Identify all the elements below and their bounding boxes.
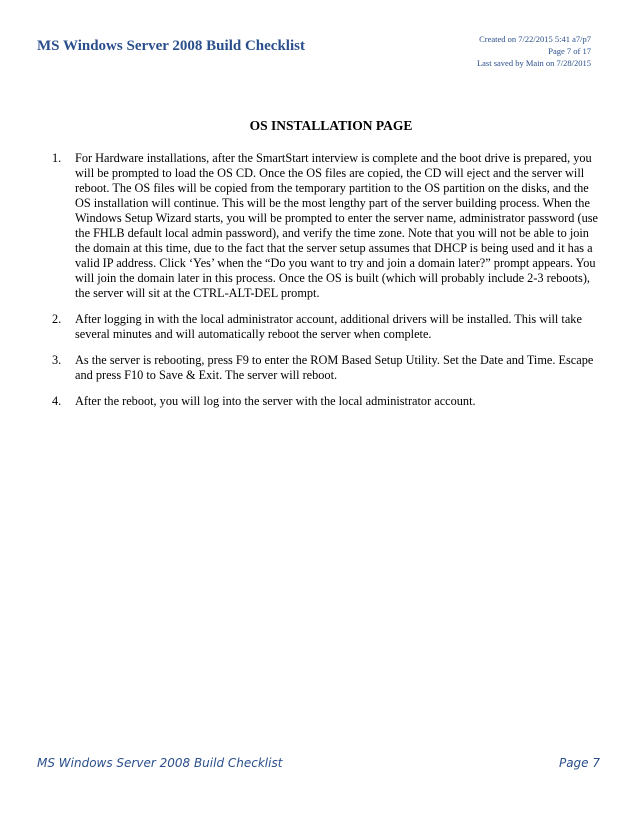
document-header-title: MS Windows Server 2008 Build Checklist	[37, 38, 305, 54]
instruction-number: 4.	[52, 394, 62, 408]
instruction-number: 3.	[52, 353, 62, 367]
section-heading: OS INSTALLATION PAGE	[249, 118, 413, 133]
instruction-item	[52, 353, 600, 383]
instruction-number: 2.	[52, 312, 62, 326]
footer-page-number: Page 7	[558, 756, 600, 770]
instruction-number: 1.	[52, 151, 62, 165]
document-header-meta	[477, 33, 591, 69]
instruction-item	[52, 312, 600, 342]
page-count-text: Page 7 of 17	[548, 46, 591, 56]
instruction-text: For Hardware installations, after the SmartStart interview is complete and the boot drive is prepared, you will be prompted to load the OS CD. Once the OS files are copied, the CD will eject and the server will reboot. The OS files will be copied from the temporary partition to the OS partition on the disks, and the OS installation will continue. This will be the most lengthy part of the server building process. When the Windows Setup Wizard starts, you will be prompted to enter the server name, administrator password (use the FHLB default local admin password), and verify the time zone. Note that you will not be able to join the domain at this time, due to the fact that the server setup assumes that DHCP is being used and it has a valid IP address. Click ‘Yes’ when the “Do you want to try and join a domain later?” prompt appears. You will join the domain later in this process. Once the OS is built (which will probably include 2-3 reboots), the server will sit at the CTRL-ALT-DEL prompt.	[75, 151, 598, 300]
created-date-text: Created on 7/22/2015 5:41 a7/p7	[479, 34, 591, 44]
last-saved-text: Last saved by Main on 7/28/2015	[476, 58, 591, 68]
instruction-text: As the server is rebooting, press F9 to enter the ROM Based Setup Utility. Set the Date and Time. Escape and press F10 to Save & Exit. The server will reboot.	[75, 353, 594, 382]
instruction-list	[52, 151, 600, 420]
footer-title: MS Windows Server 2008 Build Checklist	[37, 756, 283, 770]
instruction-item	[52, 151, 600, 301]
instruction-text: After the reboot, you will log into the server with the local administrator account.	[75, 394, 476, 408]
instruction-item	[52, 394, 600, 409]
instruction-text: After logging in with the local administrator account, additional drivers will be installed. This will take several minutes and will automatically reboot the server when complete.	[75, 312, 582, 341]
